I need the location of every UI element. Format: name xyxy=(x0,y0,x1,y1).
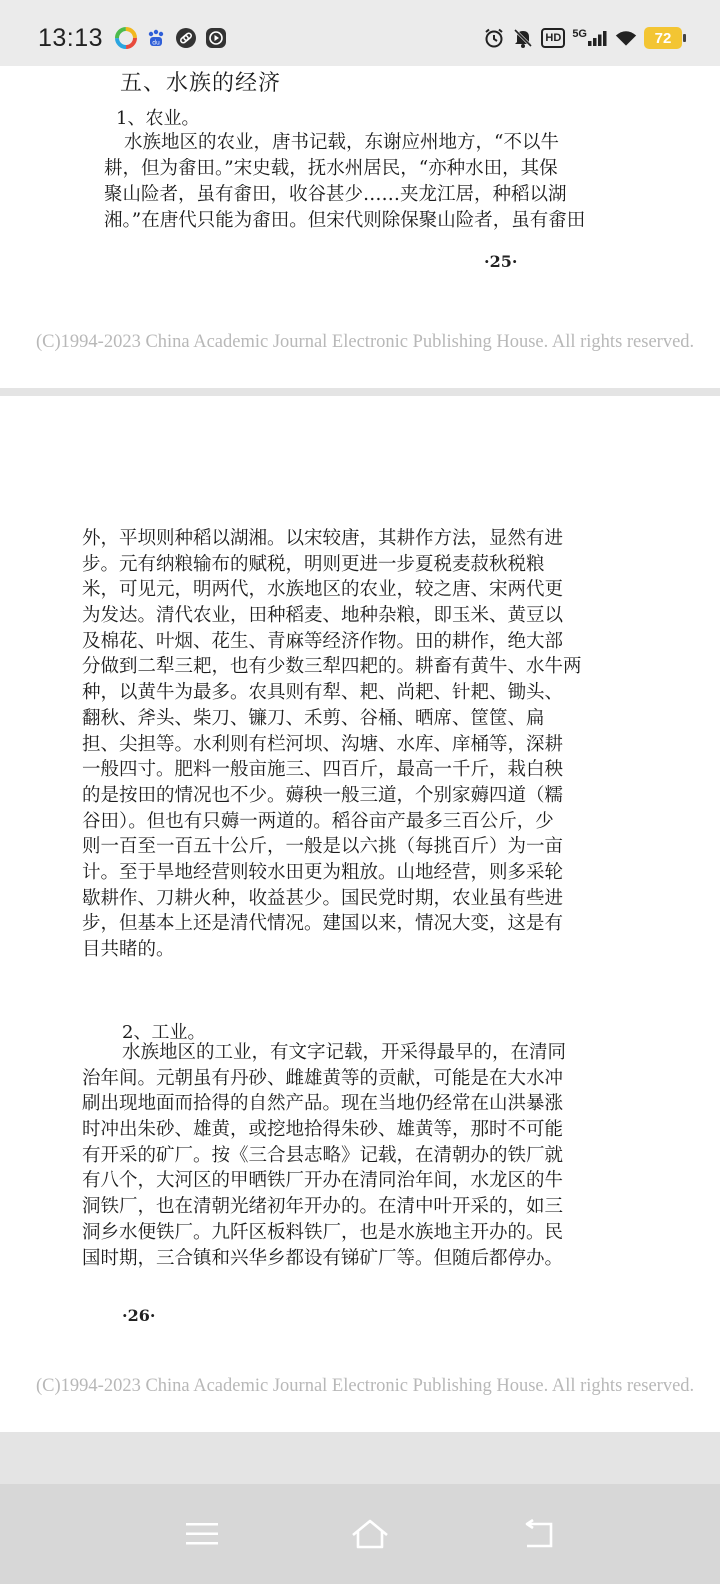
clock: 13:13 xyxy=(38,23,104,52)
text-line: 担、尖担等。水利则有栏河坝、沟塘、水库、庠桶等，深耕 xyxy=(82,733,564,755)
play-icon xyxy=(205,27,227,49)
network-label: 5G xyxy=(572,28,587,40)
text-line: 有开采的矿厂。按《三合县志略》记载，在清朝办的铁厂就 xyxy=(82,1144,564,1166)
text-line: 国时期，三合镇和兴华乡都设有锑矿厂等。但随后都停办。 xyxy=(82,1247,564,1269)
text-line: 歇耕作、刀耕火种，收益甚少。国民党时期，农业虽有些进 xyxy=(82,887,564,909)
text-line: 外，平坝则种稻以湖湘。以宋较唐，其耕作方法，显然有进 xyxy=(82,528,564,549)
status-bar xyxy=(0,0,720,76)
text-line: 步。元有纳粮输布的赋税，明则更进一步夏税麦菽秋税粮 xyxy=(82,553,545,575)
paragraph xyxy=(104,130,585,234)
text-line: 翻秋、斧头、柴刀、镰刀、禾剪、谷桶、晒席、筐筐、扁 xyxy=(82,707,545,729)
notification-icons xyxy=(115,27,227,49)
menu-icon xyxy=(186,1521,218,1547)
copyright-watermark: (C)1994-2023 China Academic Journal Electronic Publishing House. All rights reserved. xyxy=(36,1376,695,1396)
text-line: 水族地区的农业，唐书记载，东谢应州地方，“不以牛 xyxy=(124,132,559,153)
page-number: ·25· xyxy=(484,252,518,271)
system-indicators xyxy=(483,27,682,49)
text-line: 谷田）。但也有只薅一两道的。稻谷亩产最多三百公斤，少 xyxy=(82,810,554,832)
paragraph-industry xyxy=(82,1040,566,1271)
signal-icon xyxy=(572,30,608,46)
subheading-industry: 2、工业。 xyxy=(122,1022,206,1043)
text-line: 耕，但为畬田。”宋史载，抚水州居民，“亦种水田，其保 xyxy=(104,158,558,179)
page-number: ·26· xyxy=(122,1306,156,1325)
baidu-paw-icon xyxy=(145,27,167,49)
text-line: 刷出现地面而拾得的自然产品。现在当地仍经常在山洪暴涨 xyxy=(82,1093,564,1115)
text-line: 时冲出朱砂、雄黄，或挖地拾得朱砂、雄黄等，那时不可能 xyxy=(82,1119,564,1141)
section-heading: 五、水族的经济 xyxy=(120,71,282,96)
back-icon xyxy=(521,1519,555,1549)
text-line: 的是按田的情况也不少。薅秧一般三道，个别家薅四道（糯 xyxy=(82,784,564,806)
link-icon xyxy=(175,27,197,49)
text-line: 则一百至一百五十公斤，一般是以六挑（每挑百斤）为一亩 xyxy=(82,836,564,858)
subheading-agriculture: 1、农业。 xyxy=(116,108,200,129)
text-line: 湘。”在唐代只能为畬田。但宋代则除保聚山险者，虽有畬田 xyxy=(104,210,586,231)
copyright-watermark: (C)1994-2023 China Academic Journal Electronic Publishing House. All rights reserved. xyxy=(36,332,695,352)
text-line: 治年间。元朝虽有丹砂、雌雄黄等的贡献，可能是在大水冲 xyxy=(82,1067,564,1089)
battery-indicator: 72 xyxy=(644,27,682,49)
mute-icon xyxy=(512,27,534,49)
back-button[interactable] xyxy=(518,1514,558,1554)
text-line: 水族地区的工业，有文字记载，开采得最早的，在清同 xyxy=(122,1042,567,1063)
text-line: 步，但基本上还是清代情况。建国以来，情况大变，这是有 xyxy=(82,913,564,935)
text-line: 种，以黄牛为最多。农具则有犁、耙、尚耙、针耙、锄头、 xyxy=(82,682,564,704)
home-icon xyxy=(350,1518,390,1550)
text-line: 目共睹的。 xyxy=(82,939,175,960)
wifi-icon xyxy=(615,27,637,49)
svg-text:du: du xyxy=(152,39,160,47)
text-line: 为发达。清代农业，田种稻麦、地种杂粮，即玉米、黄豆以 xyxy=(82,605,564,627)
hd-badge: HD xyxy=(541,28,565,48)
text-line: 及棉花、叶烟、花生、青麻等经济作物。田的耕作，绝大部 xyxy=(82,630,564,652)
menu-button[interactable] xyxy=(182,1514,222,1554)
document-page-26 xyxy=(0,396,720,1432)
home-button[interactable] xyxy=(350,1514,390,1554)
text-line: 聚山险者，虽有畬田，收谷甚少……夹龙江居，种稻以湖 xyxy=(104,184,567,205)
paragraph-agriculture xyxy=(82,526,582,963)
text-line: 洞铁厂，也在清朝光绪初年开办的。在清中叶开采的，如三 xyxy=(82,1196,564,1218)
text-line: 米，可见元，明两代，水族地区的农业，较之唐、宋两代更 xyxy=(82,579,564,601)
text-line: 洞乡水便铁厂。九阡区板料铁厂，也是水族地主开办的。民 xyxy=(82,1221,564,1243)
alarm-icon xyxy=(483,27,505,49)
text-line: 分做到二犁三耙，也有少数三犁四耙的。耕畜有黄牛、水牛两 xyxy=(82,656,582,678)
text-line: 一般四寸。肥料一般亩施三、四百斤，最高一千斤，栽白秧 xyxy=(82,759,564,781)
text-line: 计。至于旱地经营则较水田更为粗放。山地经营，则多采轮 xyxy=(82,861,564,883)
colorful-app-icon xyxy=(115,27,137,49)
document-page-25 xyxy=(0,66,720,388)
text-line: 有八个，大河区的甲晒铁厂开办在清同治年间，水龙区的牛 xyxy=(82,1170,564,1192)
navigation-bar xyxy=(0,1484,720,1584)
